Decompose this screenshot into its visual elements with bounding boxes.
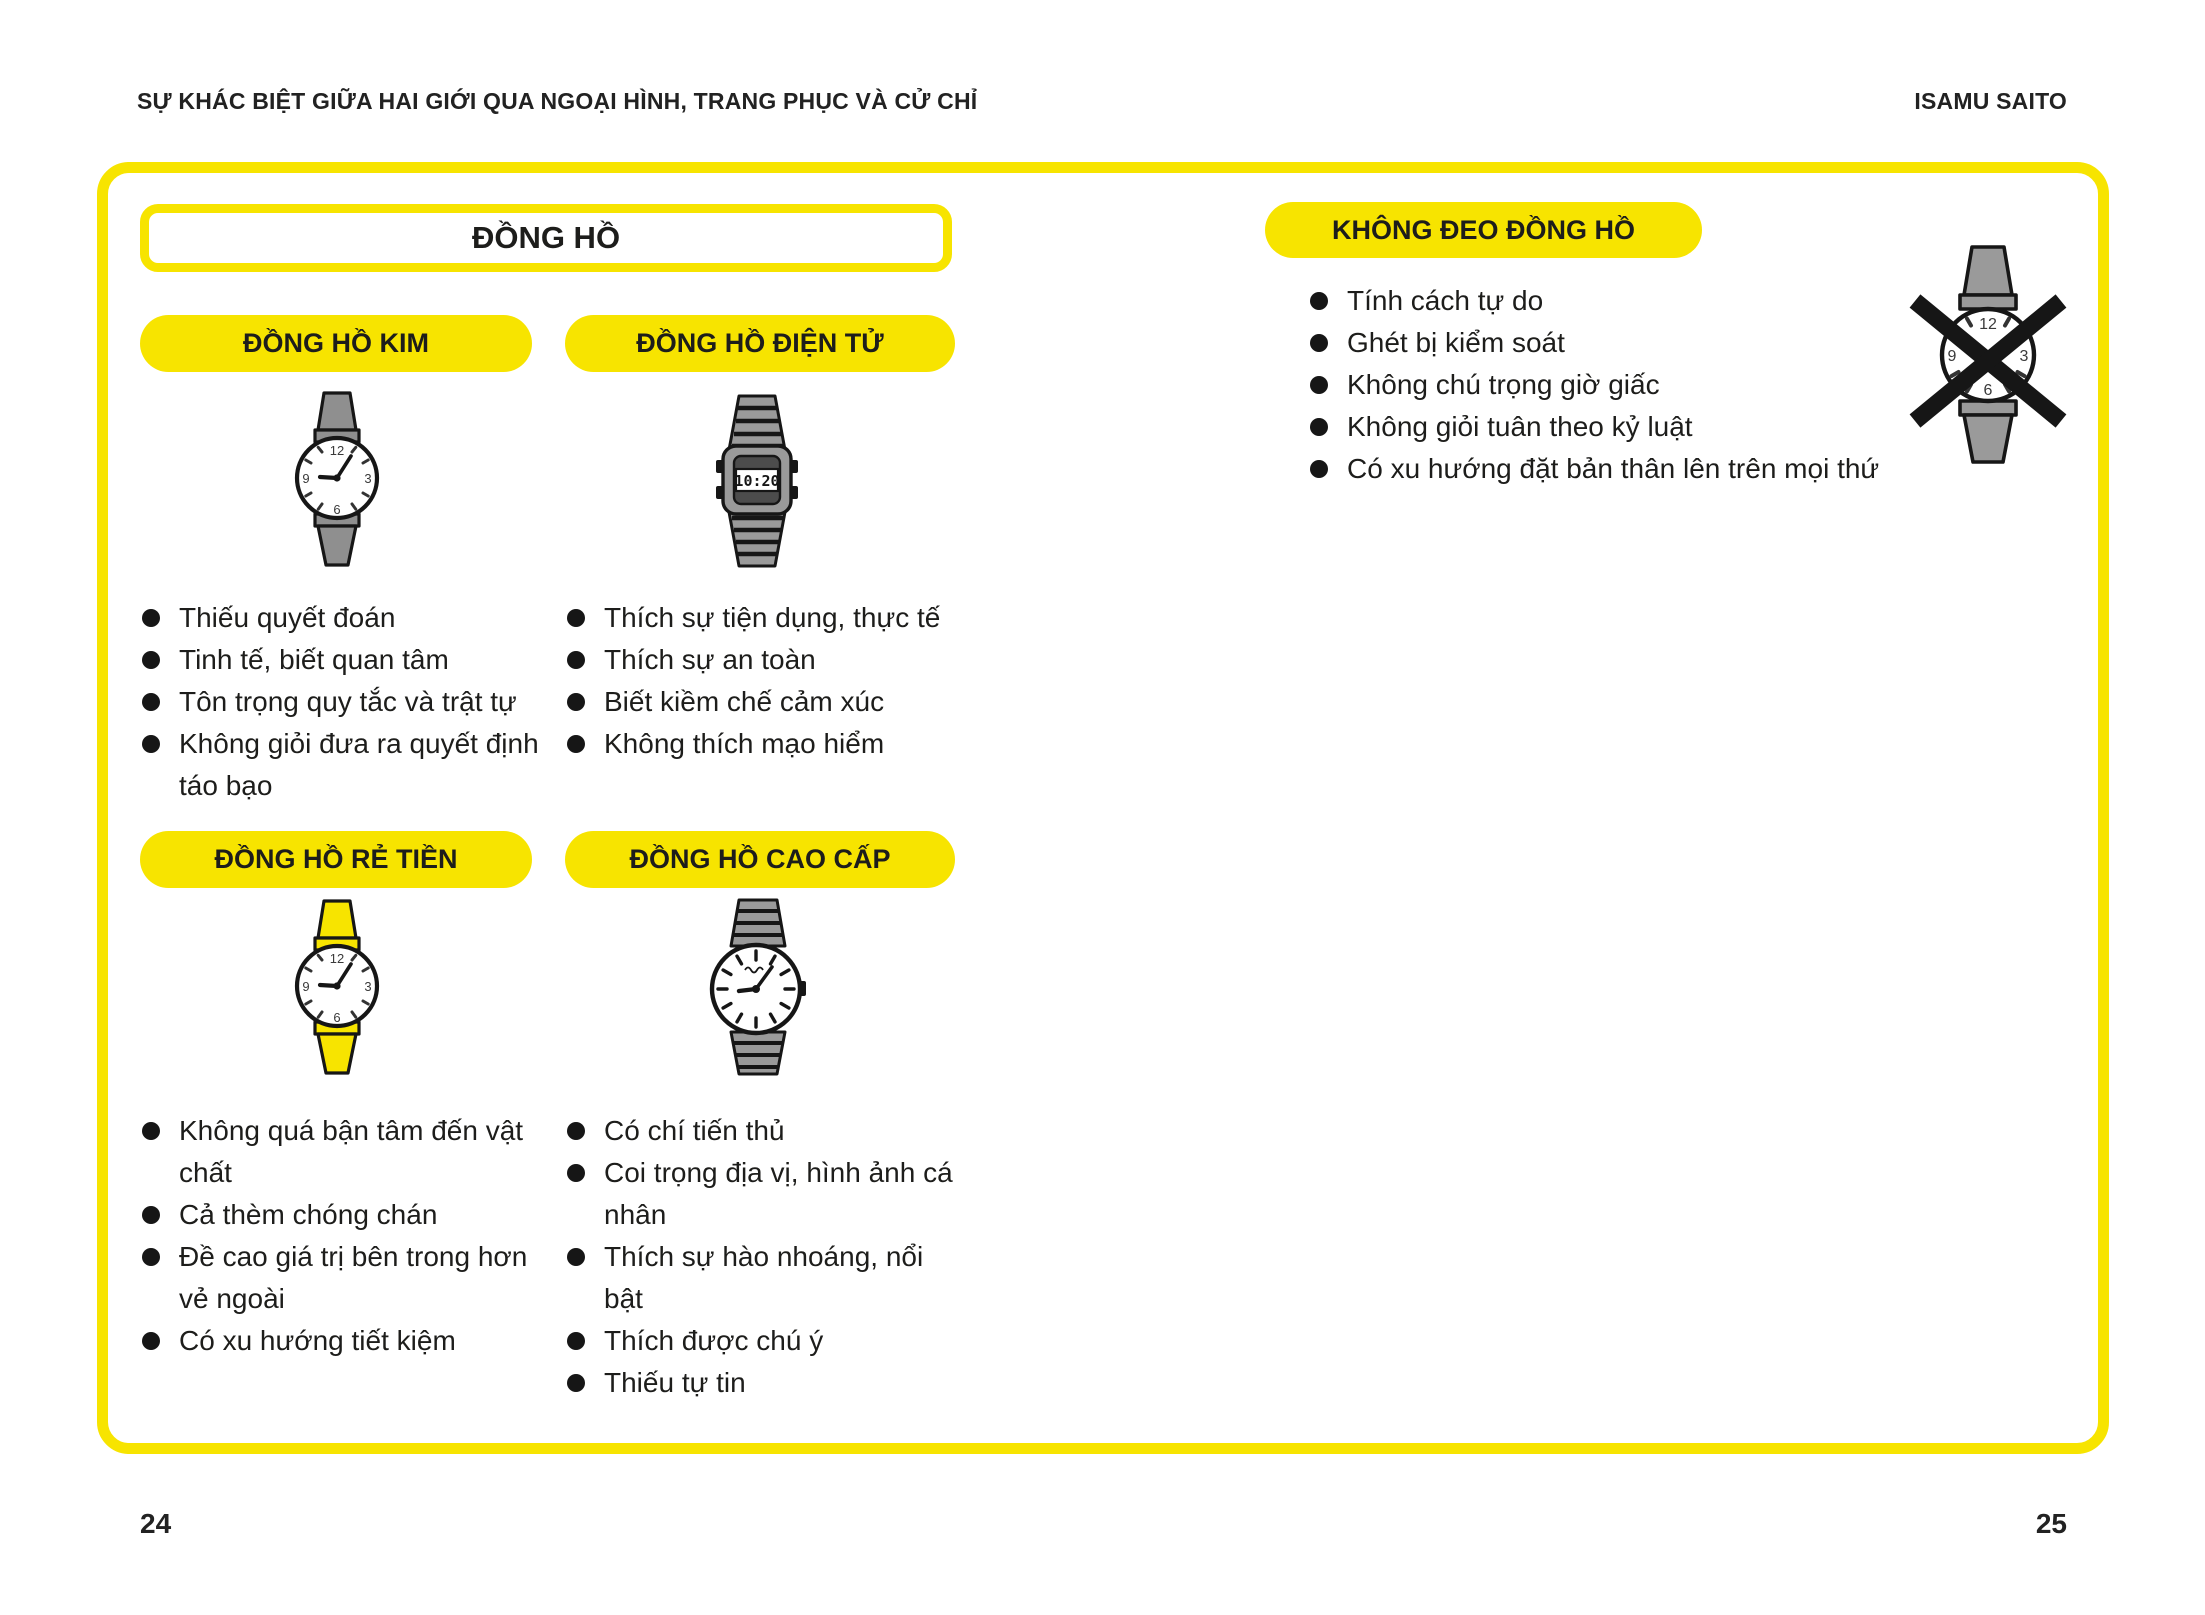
label-no-watch: KHÔNG ĐEO ĐỒNG HỒ — [1265, 202, 1702, 258]
trait-item: Thích sự an toàn — [565, 639, 965, 681]
page-number-left: 24 — [140, 1508, 172, 1539]
digital-time-display: 10:20 — [734, 472, 780, 490]
label-analog-watch: ĐỒNG HỒ KIM — [140, 315, 532, 372]
trait-item: Không quá bận tâm đến vật chất — [140, 1110, 540, 1194]
trait-item: Thiếu tự tin — [565, 1362, 965, 1404]
watch-numeral-9: 9 — [302, 471, 310, 486]
trait-item: Không giỏi tuân theo kỷ luật — [1308, 406, 1928, 448]
trait-item: Có xu hướng đặt bản thân lên trên mọi thứ — [1308, 448, 1928, 490]
luxury-watch-trait-list — [565, 1110, 965, 1404]
trait-item: Coi trọng địa vị, hình ảnh cá nhân — [565, 1152, 965, 1236]
trait-item: Thích sự tiện dụng, thực tế — [565, 597, 965, 639]
watch-numeral-12: 12 — [1979, 316, 1997, 333]
watch-numeral-6: 6 — [333, 502, 341, 517]
trait-item: Tính cách tự do — [1308, 280, 1928, 322]
label-luxury-watch: ĐỒNG HỒ CAO CẤP — [565, 831, 955, 888]
watch-numeral-9: 9 — [1947, 348, 1957, 365]
label-digital-watch: ĐỒNG HỒ ĐIỆN TỬ — [565, 315, 955, 372]
trait-item: Có chí tiến thủ — [565, 1110, 965, 1152]
trait-item: Thích được chú ý — [565, 1320, 965, 1362]
page-title: ĐỒNG HỒ — [140, 204, 952, 272]
no-watch-trait-list — [1308, 280, 1928, 490]
running-header-author: ISAMU SAITO — [1914, 88, 2067, 114]
trait-item: Có xu hướng tiết kiệm — [140, 1320, 540, 1362]
watch-numeral-6: 6 — [1983, 382, 1993, 399]
page-number-right: 25 — [2035, 1508, 2067, 1539]
label-cheap-watch: ĐỒNG HỒ RẺ TIỀN — [140, 831, 532, 888]
watch-numeral-9: 9 — [302, 979, 310, 994]
cheap-watch-icon — [277, 898, 397, 1076]
trait-item: Thích sự hào nhoáng, nổi bật — [565, 1236, 965, 1320]
trait-item: Đề cao giá trị bên trong hơn vẻ ngoài — [140, 1236, 540, 1320]
analog-watch-trait-list — [140, 597, 540, 807]
analog-watch-icon — [277, 390, 397, 568]
trait-item: Tôn trọng quy tắc và trật tự — [140, 681, 540, 723]
watch-numeral-3: 3 — [364, 979, 372, 994]
digital-watch-trait-list — [565, 597, 965, 765]
running-header-chapter: SỰ KHÁC BIỆT GIỮA HAI GIỚI QUA NGOẠI HÌNH, TRANG PHỤC VÀ CỬ CHỈ — [137, 88, 978, 114]
watch-numeral-3: 3 — [2019, 348, 2029, 365]
watch-numeral-12: 12 — [329, 951, 345, 966]
trait-item: Biết kiềm chế cảm xúc — [565, 681, 965, 723]
trait-item: Tinh tế, biết quan tâm — [140, 639, 540, 681]
luxury-watch-icon — [693, 898, 823, 1076]
trait-item: Không giỏi đưa ra quyết định táo bạo — [140, 723, 540, 807]
trait-item: Không chú trọng giờ giấc — [1308, 364, 1928, 406]
trait-item: Ghét bị kiểm soát — [1308, 322, 1928, 364]
cheap-watch-trait-list — [140, 1110, 540, 1362]
trait-item: Thiếu quyết đoán — [140, 597, 540, 639]
watch-numeral-12: 12 — [329, 443, 345, 458]
digital-watch-icon — [697, 394, 817, 568]
watch-numeral-3: 3 — [364, 471, 372, 486]
watch-numeral-6: 6 — [333, 1010, 341, 1025]
trait-item: Không thích mạo hiểm — [565, 723, 965, 765]
trait-item: Cả thèm chóng chán — [140, 1194, 540, 1236]
